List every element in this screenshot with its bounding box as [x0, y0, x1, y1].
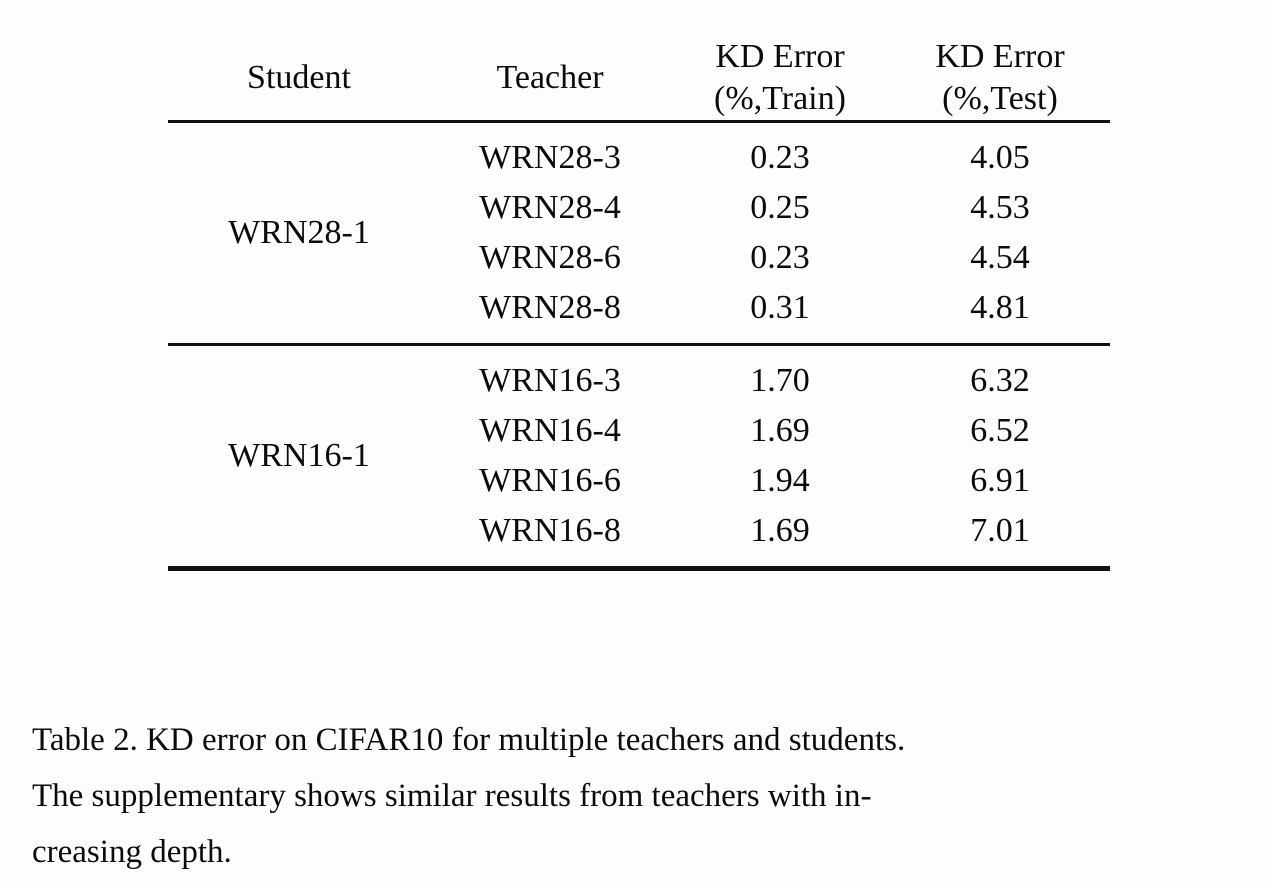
- table-caption: [32, 712, 1244, 880]
- column-header-kd-error-train-line2: (%,Train): [714, 80, 846, 117]
- kd-error-table: [168, 36, 1110, 571]
- teacher-label: WRN16-3: [430, 345, 670, 407]
- student-label: WRN16-1: [168, 345, 430, 569]
- teacher-label: WRN28-8: [479, 289, 621, 326]
- caption-line-1: Table 2. KD error on CIFAR10 for multiple teachers and students.: [32, 722, 906, 758]
- table-row: [168, 122, 1110, 184]
- kd-error-train-value: 1.69: [750, 412, 810, 449]
- kd-error-test-value: 6.52: [970, 412, 1030, 449]
- kd-error-train-value: 0.23: [670, 122, 890, 184]
- kd-error-test-value: 6.91: [970, 462, 1030, 499]
- table-header-row: [168, 36, 1110, 122]
- teacher-label: WRN16-8: [479, 512, 621, 549]
- kd-error-train-value: 0.25: [750, 189, 810, 226]
- kd-error-test-value: 4.53: [970, 189, 1030, 226]
- column-header-kd-error-test: [890, 36, 1110, 122]
- kd-error-test-value: 4.81: [970, 289, 1030, 326]
- table-row: [168, 345, 1110, 407]
- student-label: WRN28-1: [168, 122, 430, 345]
- teacher-label: WRN16-4: [479, 412, 621, 449]
- column-header-kd-error-train: [670, 36, 890, 122]
- table-bottom-rule: [168, 569, 1110, 572]
- kd-error-test-value: 7.01: [970, 512, 1030, 549]
- column-header-kd-error-train-line1: KD Error: [715, 38, 845, 75]
- kd-error-train-value: 0.31: [750, 289, 810, 326]
- kd-error-test-value: 4.54: [970, 239, 1030, 276]
- caption-line-3: creasing depth.: [32, 834, 232, 870]
- teacher-label: WRN28-6: [479, 239, 621, 276]
- column-header-teacher: Teacher: [496, 59, 604, 96]
- column-header-kd-error-test-line1: KD Error: [935, 38, 1065, 75]
- column-header-kd-error-test-line2: (%,Test): [942, 80, 1058, 117]
- kd-error-train-value: 1.70: [670, 345, 890, 407]
- teacher-label: WRN28-4: [479, 189, 621, 226]
- caption-line-2: The supplementary shows similar results from teachers with in-: [32, 778, 872, 814]
- kd-error-train-value: 0.23: [750, 239, 810, 276]
- column-header-student: Student: [247, 59, 351, 96]
- kd-error-train-value: 1.69: [750, 512, 810, 549]
- kd-error-test-value: 6.32: [890, 345, 1110, 407]
- teacher-label: WRN28-3: [430, 122, 670, 184]
- teacher-label: WRN16-6: [479, 462, 621, 499]
- kd-error-test-value: 4.05: [890, 122, 1110, 184]
- kd-error-table-container: [168, 36, 1110, 571]
- kd-error-train-value: 1.94: [750, 462, 810, 499]
